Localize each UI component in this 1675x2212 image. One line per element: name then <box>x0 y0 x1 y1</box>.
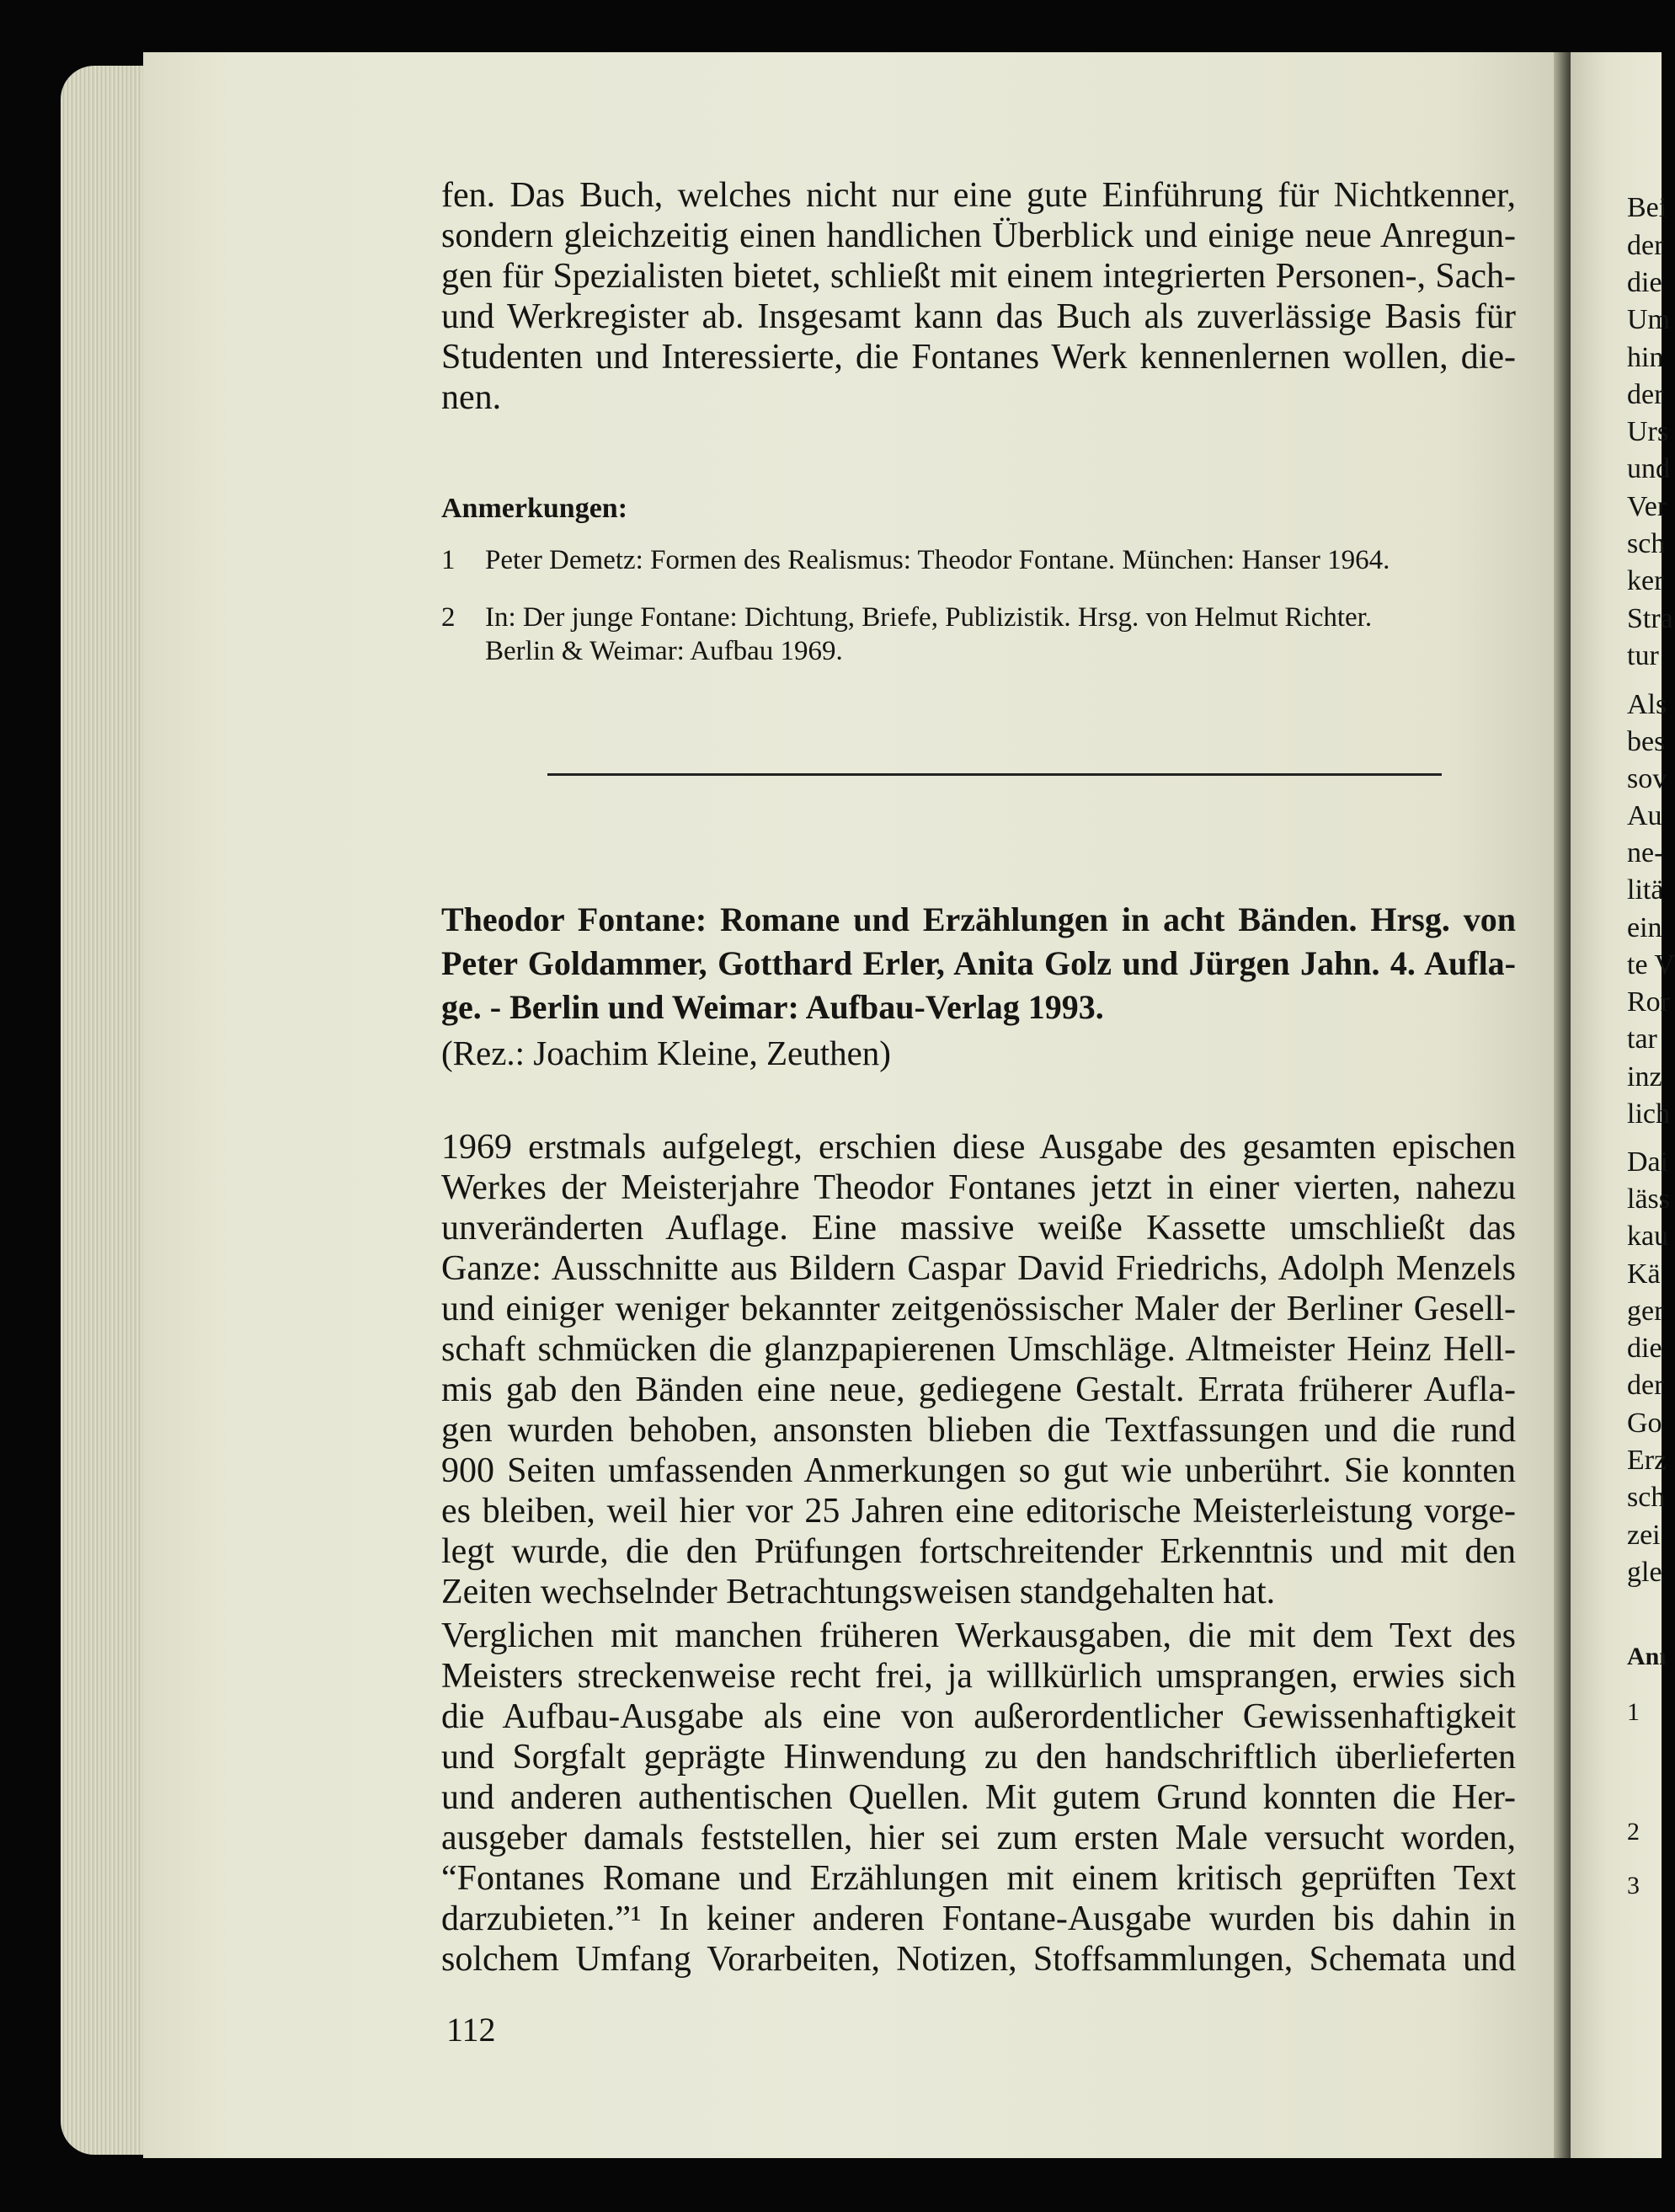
right-page-fragment: Urs <box>1627 416 1669 447</box>
title-line: ge. - Berlin und Weimar: Aufbau-Verlag 1993. <box>441 988 1104 1026</box>
right-page-fragment: ker <box>1627 565 1664 596</box>
text-line: Studenten und Interessierte, die Fontanes Werk kennenlernen wollen, die- <box>441 338 1516 377</box>
footnote-text: Berlin & Weimar: Aufbau 1969. <box>485 636 843 666</box>
right-page-fragment: Ver <box>1627 491 1667 522</box>
right-page-fragment: 1 <box>1627 1698 1640 1726</box>
text-line: 1969 erstmals aufgelegt, erschien diese Ausgabe des gesamten epischen <box>441 1128 1516 1167</box>
right-page-fragment: Go <box>1627 1408 1662 1439</box>
right-page-fragment: kau <box>1627 1221 1669 1252</box>
footnote-number: 2 <box>441 602 456 633</box>
text-line: Meisters streckenweise recht frei, ja willkürlich umsprangen, erwies sich <box>441 1657 1516 1696</box>
right-page-fragment: Erz <box>1627 1445 1667 1476</box>
text-line: gen für Spezialisten bietet, schließt mit einem integrierten Personen-, Sach- <box>441 257 1516 296</box>
right-page-fragment: inz <box>1627 1061 1662 1093</box>
right-page-fragment: ein <box>1627 912 1662 943</box>
footnote-number: 1 <box>441 545 456 575</box>
text-line: es bleiben, weil hier vor 25 Jahren eine editorische Meisterleistung vorge- <box>441 1492 1516 1531</box>
right-page-fragment: der <box>1627 1370 1664 1401</box>
right-page-fragment: lich <box>1627 1098 1670 1130</box>
right-page-fragment: und <box>1627 453 1670 484</box>
right-page-fragment: 2 <box>1627 1818 1640 1846</box>
right-page-fragment: sov <box>1627 763 1667 794</box>
right-page-fragment: gle <box>1627 1557 1662 1588</box>
text-line: Zeiten wechselnder Betrachtungsweisen standgehalten hat. <box>441 1573 1276 1611</box>
right-page-fragment: Stra <box>1627 603 1673 634</box>
notes-heading: Anmerkungen: <box>441 493 628 524</box>
footnote-text: In: Der junge Fontane: Dichtung, Briefe, Publizistik. Hrsg. von Helmut Richter. <box>485 602 1373 633</box>
text-line: unveränderten Auflage. Eine massive weiße Kassette umschließt das <box>441 1209 1516 1248</box>
right-page-fragment: Au <box>1627 800 1662 831</box>
right-page-fragment: der <box>1627 379 1664 410</box>
right-page-fragment: Anı <box>1627 1643 1667 1670</box>
paragraph-review-2 <box>441 1616 1516 1980</box>
title-line: Theodor Fontane: Romane und Erzählungen in acht Bänden. Hrsg. von <box>441 900 1516 938</box>
text-line: solchem Umfang Vorarbeiten, Notizen, Stoffsammlungen, Schemata und <box>441 1940 1516 1979</box>
text-line: Verglichen mit manchen früheren Werkausgaben, die mit dem Text des <box>441 1616 1516 1655</box>
paragraph-intro <box>441 175 1516 418</box>
right-page-fragment: läss <box>1627 1183 1670 1215</box>
right-page-fragment: Ror <box>1627 986 1670 1018</box>
text-line: Werkes der Meisterjahre Theodor Fontanes jetzt in einer vierten, nahezu <box>441 1168 1516 1207</box>
right-page-fragment: die <box>1627 267 1662 298</box>
text-line: und einiger weniger bekannter zeitgenössischer Maler der Berliner Gesell- <box>441 1290 1516 1328</box>
right-page-fragment: zei <box>1627 1520 1661 1551</box>
text-line: die Aufbau-Ausgabe als eine von außerordentlicher Gewissenhaftigkeit <box>441 1697 1516 1736</box>
text-line: fen. Das Buch, welches nicht nur eine gute Einführung für Nichtkenner, <box>441 176 1516 215</box>
text-line: “Fontanes Romane und Erzählungen mit einem kritisch geprüften Text <box>441 1859 1516 1898</box>
text-line: sondern gleichzeitig einen handlichen Überblick und einige neue Anregun- <box>441 216 1516 255</box>
text-line: ausgeber damals feststellen, hier sei zum ersten Male versucht worden, <box>441 1819 1516 1857</box>
paragraph-review-1 <box>441 1127 1516 1612</box>
right-page-fragment: Bei <box>1627 192 1667 223</box>
right-page-fragment: sch <box>1627 1482 1666 1513</box>
section-divider <box>547 773 1442 776</box>
right-page-fragment: 3 <box>1627 1872 1640 1899</box>
right-page-fragment: Dai <box>1627 1146 1669 1178</box>
text-line: und anderen authentischen Quellen. Mit gutem Grund konnten die Her- <box>441 1778 1516 1817</box>
text-line: darzubieten.”¹ In keiner anderen Fontane-Ausgabe wurden bis dahin in <box>441 1899 1516 1938</box>
title-line: Peter Goldammer, Gotthard Erler, Anita Golz und Jürgen Jahn. 4. Aufla- <box>441 944 1516 982</box>
reviewer-credit: (Rez.: Joachim Kleine, Zeuthen) <box>441 1034 891 1072</box>
text-line: nen. <box>441 378 502 417</box>
text-line: schaft schmücken die glanzpapierenen Umschläge. Altmeister Heinz Hell- <box>441 1330 1516 1369</box>
right-page-fragment: ne- <box>1627 837 1664 868</box>
right-page-fragment: Als <box>1627 689 1667 720</box>
text-line: Ganze: Ausschnitte aus Bildern Caspar David Friedrichs, Adolph Menzels <box>441 1249 1516 1288</box>
footnote-text: Peter Demetz: Formen des Realismus: Theodor Fontane. München: Hanser 1964. <box>485 545 1390 575</box>
right-page-fragment: Kä <box>1627 1258 1661 1290</box>
right-page-fragment: bes <box>1627 726 1666 757</box>
text-line: und Sorgfalt geprägte Hinwendung zu den handschriftlich überlieferten <box>441 1738 1516 1777</box>
right-page-fragment: Um <box>1627 304 1670 335</box>
right-page-fragment: sch <box>1627 528 1666 559</box>
right-page-fragment: hin <box>1627 342 1664 373</box>
page-number: 112 <box>446 2011 496 2049</box>
text-line: gen wurden behoben, ansonsten blieben die Textfassungen und die rund <box>441 1411 1516 1450</box>
text-line: 900 Seiten umfassenden Anmerkungen so gut wie unberührt. Sie konnten <box>441 1451 1516 1490</box>
right-page-fragment: die <box>1627 1333 1662 1364</box>
text-line: und Werkregister ab. Insgesamt kann das Buch als zuverlässige Basis für <box>441 297 1516 336</box>
right-page-fragment: te V <box>1627 949 1675 980</box>
right-page-fragment: tar <box>1627 1023 1657 1055</box>
text-line: legt wurde, die den Prüfungen fortschreitender Erkenntnis und mit den <box>441 1532 1516 1571</box>
right-page-fragment: der <box>1627 230 1664 261</box>
right-page-fragment: litä <box>1627 874 1664 906</box>
text-line: mis gab den Bänden eine neue, gediegene Gestalt. Errata früherer Aufla- <box>441 1370 1516 1409</box>
right-page-fragment: ger <box>1627 1296 1664 1327</box>
right-page-fragment: tur <box>1627 640 1659 671</box>
page-edges <box>61 66 153 2155</box>
review-title <box>441 898 1516 1029</box>
